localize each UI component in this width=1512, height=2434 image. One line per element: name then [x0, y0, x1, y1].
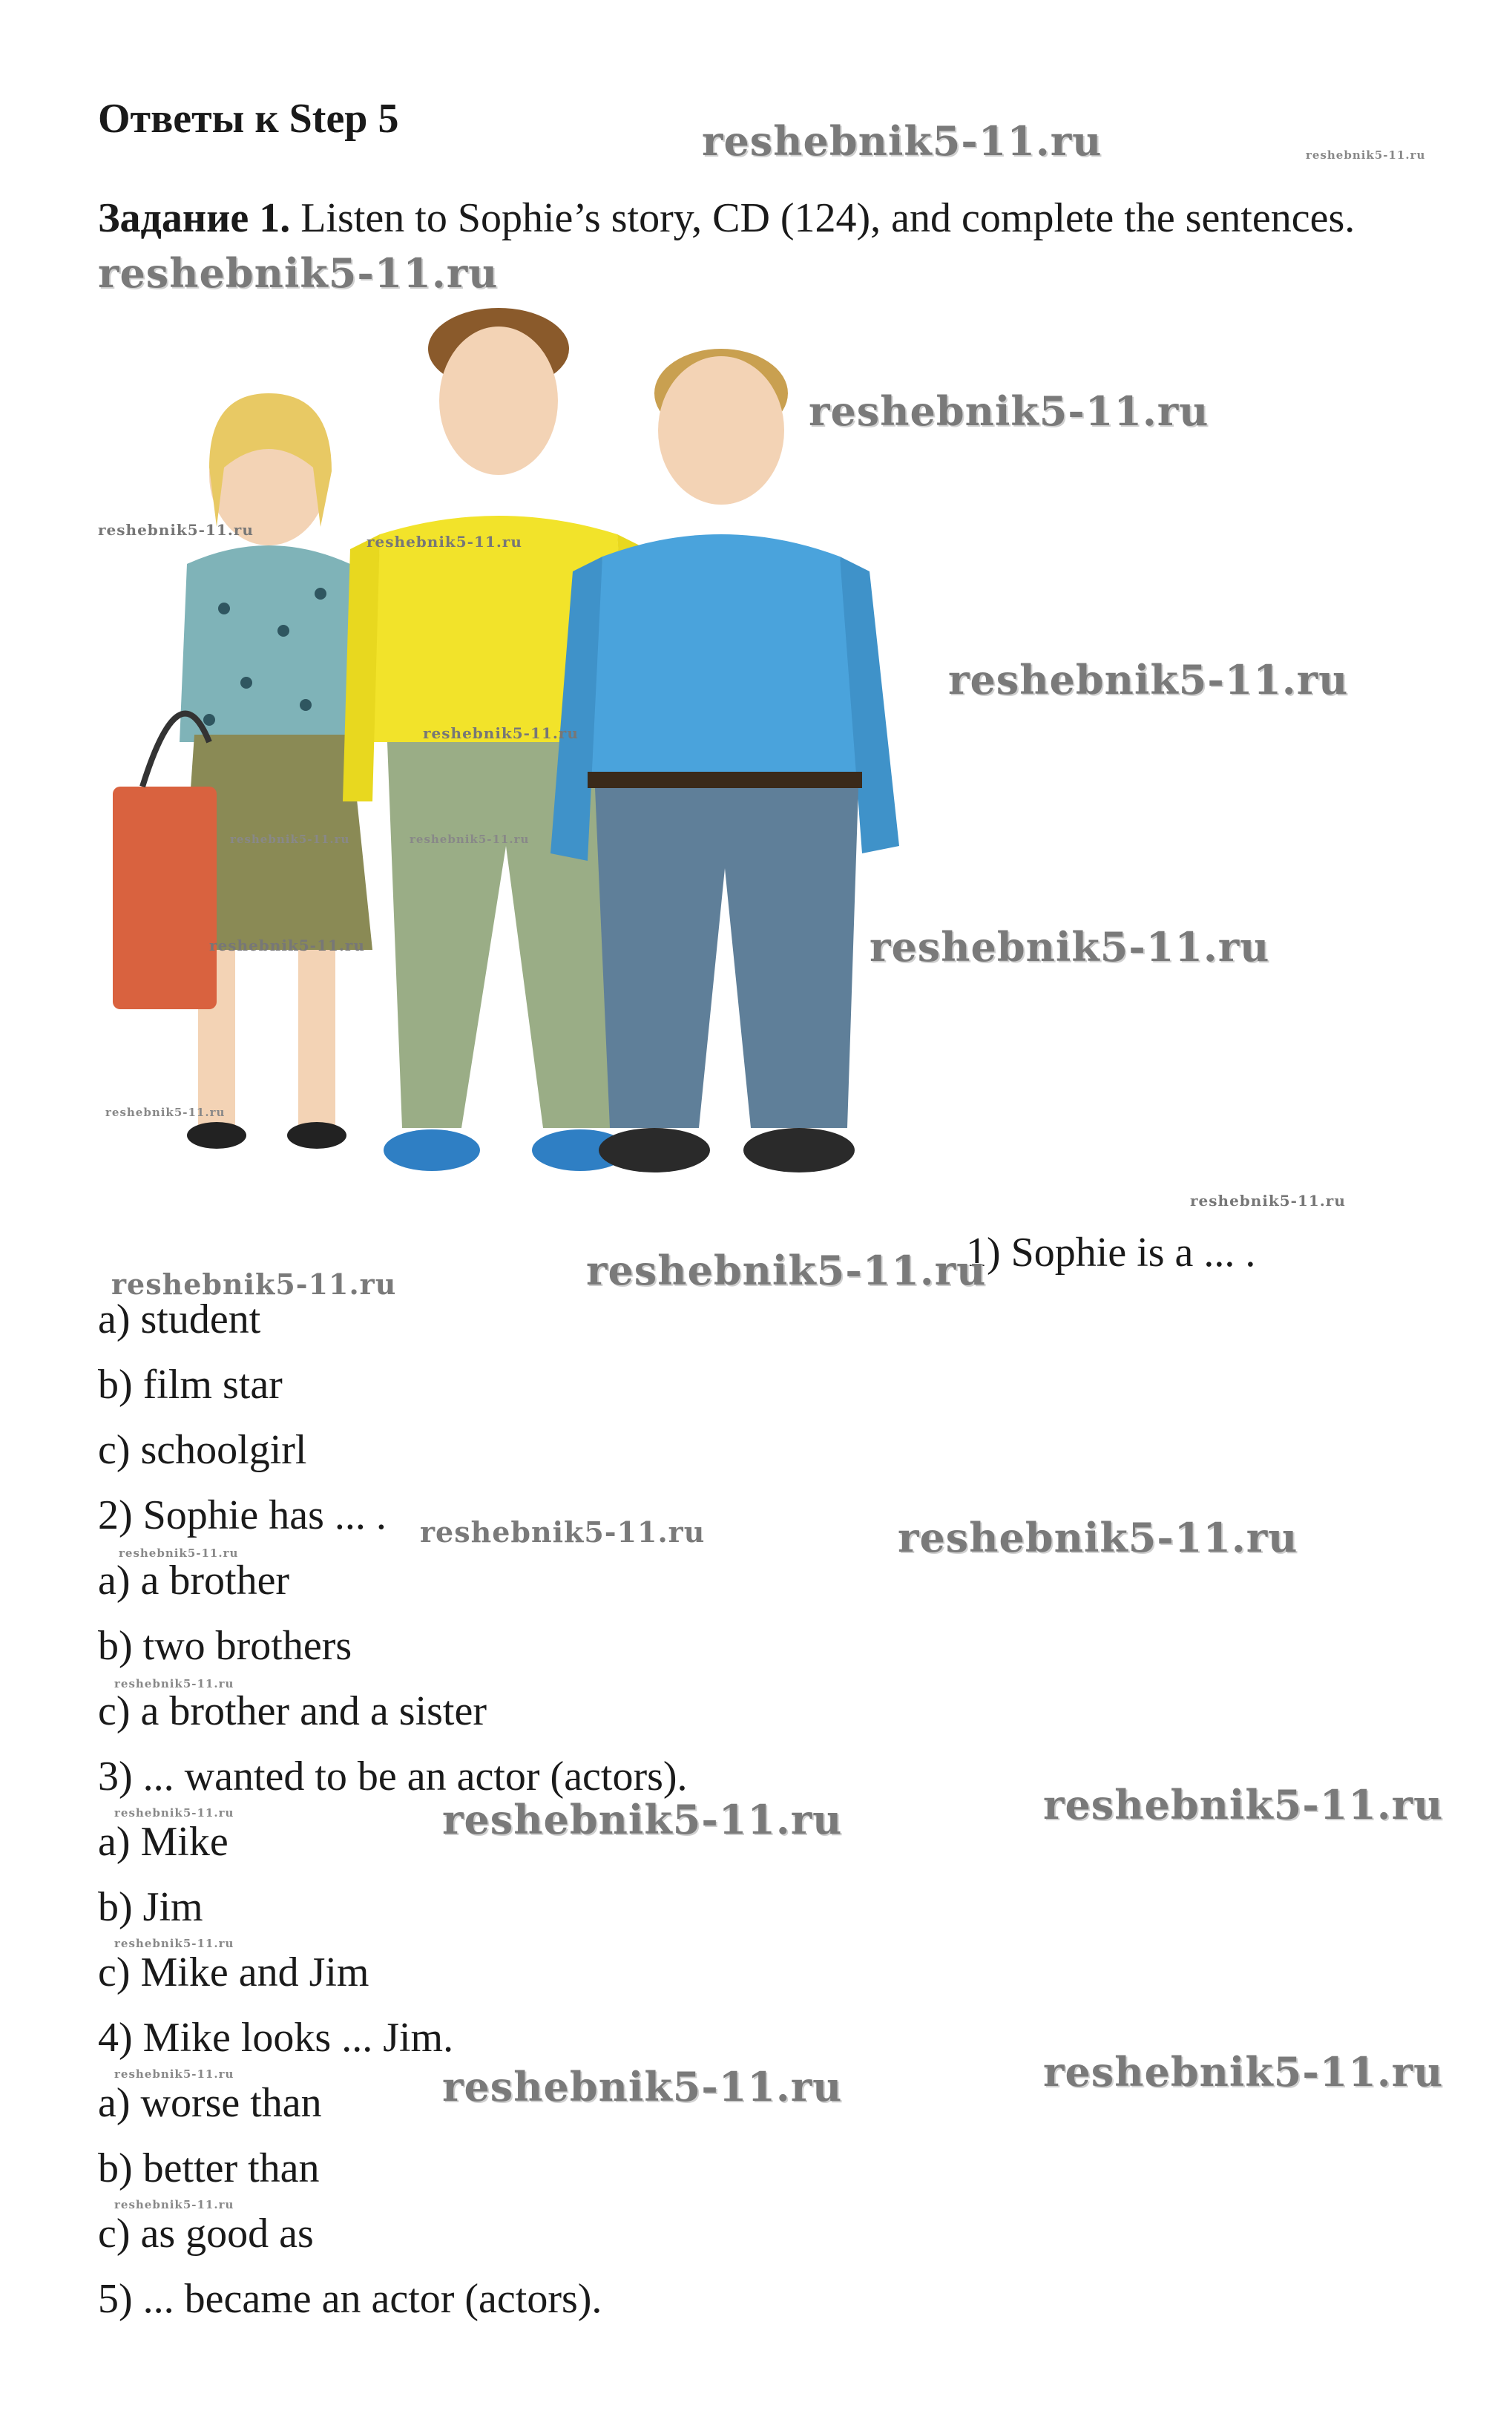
watermark: reshebnik5-11.ru — [948, 656, 1349, 703]
question-1-prompt: 1) Sophie is a ... . — [966, 1230, 1256, 1276]
watermark: reshebnik5-11.ru — [442, 1796, 843, 1843]
watermark: reshebnik5-11.ru — [114, 1806, 234, 1820]
watermark: reshebnik5-11.ru — [111, 1267, 397, 1301]
watermark: reshebnik5-11.ru — [702, 117, 1102, 165]
watermark: reshebnik5-11.ru — [119, 1546, 239, 1560]
page-title: Ответы к Step 5 — [98, 96, 399, 142]
watermark: reshebnik5-11.ru — [870, 923, 1270, 971]
watermark: reshebnik5-11.ru — [114, 2067, 234, 2081]
question-2-option-b: b) two brothers — [98, 1623, 352, 1669]
figure-sophie — [113, 393, 372, 1149]
question-4-option-b: b) better than — [98, 2145, 320, 2191]
watermark: reshebnik5-11.ru — [1190, 1192, 1346, 1210]
watermark: reshebnik5-11.ru — [420, 1515, 706, 1549]
watermark: reshebnik5-11.ru — [230, 833, 350, 846]
question-5-prompt: 5) ... became an actor (actors). — [98, 2276, 602, 2322]
question-3-prompt: 3) ... wanted to be an actor (actors). — [98, 1754, 688, 1800]
question-3-option-c: c) Mike and Jim — [98, 1949, 369, 1995]
question-3-option-b: b) Jim — [98, 1884, 203, 1930]
watermark: reshebnik5-11.ru — [442, 2063, 843, 2110]
question-1-option-b: b) film star — [98, 1362, 283, 1408]
task-label: Задание 1. — [98, 195, 291, 241]
watermark: reshebnik5-11.ru — [586, 1247, 987, 1294]
watermark: reshebnik5-11.ru — [114, 2198, 234, 2211]
watermark: reshebnik5-11.ru — [367, 533, 522, 551]
question-2-option-c: c) a brother and a sister — [98, 1688, 487, 1734]
watermark: reshebnik5-11.ru — [114, 1937, 234, 1950]
task-text: Listen to Sophie’s story, CD (124), and complete the sentences. — [290, 195, 1355, 241]
watermark: reshebnik5-11.ru — [423, 724, 579, 742]
question-1-option-a: a) student — [98, 1296, 261, 1342]
question-4-option-c: c) as good as — [98, 2211, 314, 2257]
question-1-option-c: c) schoolgirl — [98, 1427, 307, 1473]
watermark: reshebnik5-11.ru — [410, 833, 530, 846]
task-instruction — [98, 194, 1355, 242]
watermark: reshebnik5-11.ru — [105, 1106, 226, 1119]
watermark: reshebnik5-11.ru — [1306, 148, 1426, 162]
question-3-option-a: a) Mike — [98, 1819, 229, 1865]
watermark: reshebnik5-11.ru — [114, 1677, 234, 1690]
watermark: reshebnik5-11.ru — [209, 936, 365, 954]
watermark: reshebnik5-11.ru — [98, 249, 499, 297]
watermark: reshebnik5-11.ru — [98, 521, 254, 539]
question-4-prompt: 4) Mike looks ... Jim. — [98, 2015, 454, 2061]
question-2-prompt: 2) Sophie has ... . — [98, 1492, 387, 1538]
question-4-option-a: a) worse than — [98, 2080, 322, 2126]
watermark: reshebnik5-11.ru — [1043, 1781, 1444, 1828]
watermark: reshebnik5-11.ru — [1043, 2048, 1444, 2096]
watermark: reshebnik5-11.ru — [898, 1514, 1298, 1561]
watermark: reshebnik5-11.ru — [809, 387, 1209, 435]
question-2-option-a: a) a brother — [98, 1558, 290, 1604]
